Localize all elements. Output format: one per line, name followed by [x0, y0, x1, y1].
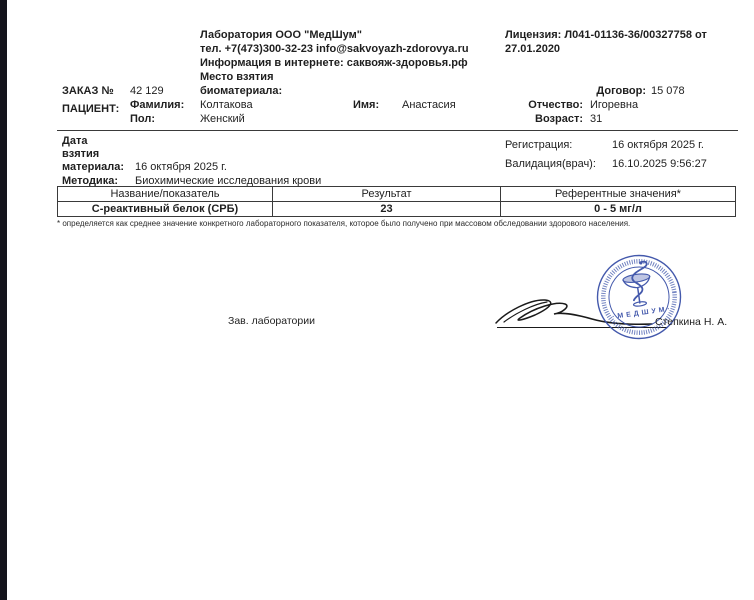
sex-value: Женский	[200, 113, 245, 125]
sampling-date-label-line2: взятия	[62, 148, 100, 160]
contract-label: Договор:	[596, 85, 646, 97]
sex-label: Пол:	[130, 113, 156, 125]
lab-phone: тел. +7(473)300-32-23 info@sakvoyazh-zdorovya.ru	[200, 43, 469, 55]
analyte-name: С-реактивный белок (СРБ)	[58, 202, 273, 217]
surname-value: Колтакова	[200, 99, 253, 111]
method-value: Биохимические исследования крови	[135, 175, 322, 187]
validation-value: 16.10.2025 9:56:27	[612, 158, 707, 170]
signer-name: Степкина Н. А.	[655, 316, 728, 328]
table-row	[58, 202, 736, 217]
patronymic-label: Отчество:	[528, 99, 583, 111]
results-header-row	[58, 187, 736, 202]
firstname-value: Анастасия	[402, 99, 456, 111]
license-line-1: Лицензия: Л041-01136-36/00327758 от	[505, 29, 707, 41]
analyte-result: 23	[273, 202, 501, 217]
age-value: 31	[590, 113, 603, 125]
sampling-place-label-line1: Место взятия	[200, 71, 274, 83]
method-label: Методика:	[62, 175, 118, 187]
signer-role-label: Зав. лаборатории	[228, 315, 315, 327]
analyte-reference: 0 - 5 мг/л	[501, 202, 736, 217]
validation-label: Валидация(врач):	[505, 158, 596, 170]
lab-stamp	[589, 247, 688, 346]
header-divider	[57, 130, 738, 131]
lab-stamp-icon	[589, 247, 688, 346]
page-left-edge	[0, 0, 7, 600]
sampling-place-label-line2: биоматериала:	[200, 85, 283, 97]
stamp-name-text: · М Е Д Ш У М ·	[611, 305, 671, 321]
patronymic-value: Игоревна	[590, 99, 639, 111]
registration-value: 16 октября 2025 г.	[612, 139, 704, 151]
results-table	[57, 186, 736, 217]
sampling-date-value: 16 октября 2025 г.	[135, 161, 227, 173]
sampling-date-label-line1: Дата	[62, 135, 88, 147]
registration-label: Регистрация:	[505, 139, 573, 151]
firstname-label: Имя:	[353, 99, 380, 111]
order-number: 42 129	[130, 85, 164, 97]
contract-value: 15 078	[651, 85, 685, 97]
col-header-name: Название/показатель	[58, 187, 273, 202]
license-line-2: 27.01.2020	[505, 43, 561, 55]
reference-footnote: * определяется как среднее значение конкретного лабораторного показателя, которое было получено при массовом обследовании здорового населения.	[57, 219, 631, 228]
lab-name: Лаборатория ООО "МедШум"	[200, 29, 362, 41]
age-label: Возраст:	[535, 113, 583, 125]
col-header-result: Результат	[273, 187, 501, 202]
lab-website: Информация в интернете: саквояж-здоровья.рф	[200, 57, 468, 69]
surname-label: Фамилия:	[130, 99, 185, 111]
sampling-date-label-line3: материала:	[62, 161, 124, 173]
col-header-reference: Референтные значения*	[501, 187, 736, 202]
order-label: ЗАКАЗ №	[62, 85, 114, 97]
patient-label: ПАЦИЕНТ:	[62, 103, 120, 115]
